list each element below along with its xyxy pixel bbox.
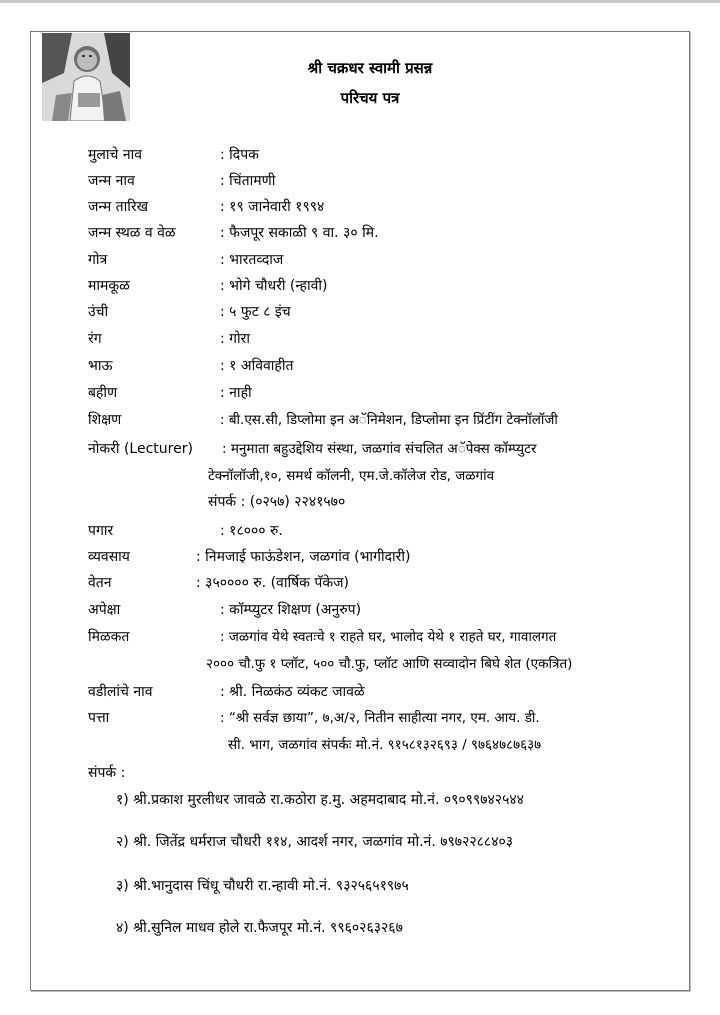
field-property	[88, 627, 688, 649]
field-label: नोकरी (Lecturer)	[88, 441, 193, 457]
contact-item: ३) श्री.भानुदास चिंधू चौधरी रा.न्हावी मो.नं. ९३२५६५१९७५	[116, 878, 409, 894]
field-height	[88, 302, 688, 324]
field-label: शिक्षण	[88, 412, 122, 428]
field-value: : १९ जानेवारी १९९४	[220, 199, 325, 215]
field-value: : दिपक	[220, 147, 259, 163]
field-value: : कॉम्प्युटर शिक्षण (अनुरुप)	[220, 602, 362, 618]
field-value: : १८००० रु.	[220, 523, 283, 539]
field-label: अपेक्षा	[88, 602, 121, 618]
field-value: : भारतव्दाज	[220, 252, 284, 268]
field-value: : भोगे चौधरी (न्हावी)	[220, 278, 328, 294]
field-gotra	[88, 250, 688, 272]
field-label: भाऊ	[88, 358, 113, 374]
field-label: जन्म नाव	[88, 173, 135, 189]
field-father-name	[88, 682, 688, 704]
field-complexion	[88, 329, 688, 351]
field-birth-name	[88, 171, 688, 193]
contact-item: २) श्री. जितेंद्र धर्मराज चौधरी ११४, आदर्श नगर, जळगांव मो.नं. ७९७२२८८४०३	[116, 834, 514, 850]
field-value: : ५ फुट ८ इंच	[220, 304, 291, 320]
field-value: : फैजपूर सकाळी ९ वा. ३० मि.	[220, 225, 379, 241]
field-label: मिळकत	[88, 629, 130, 645]
field-birth-place-time	[88, 223, 688, 245]
field-label: रंग	[88, 331, 102, 347]
field-job-contact: संपर्क : (०२५७) २२४१५७०	[208, 494, 346, 510]
field-value: : मनुमाता बहुउद्देशिय संस्था, जळगांव संचलित अॅपेक्स कॉम्प्युटर	[222, 441, 537, 457]
field-label: वेतन	[88, 575, 112, 591]
field-label: मुलाचे नाव	[88, 147, 143, 163]
field-label: बहीण	[88, 385, 118, 401]
field-label: जन्म तारिख	[88, 199, 149, 215]
field-job-continuation: टेक्नॉलॉजी,१०, समर्थ कॉलनी, एम.जे.कॉलेज रोड, जळगांव	[208, 468, 495, 484]
field-value: : १ अविवाहीत	[220, 358, 294, 374]
contacts-heading: संपर्क :	[88, 765, 126, 781]
field-value: : बी.एस.सी, डिप्लोमा इन अॅनिमेशन, डिप्लोमा इन प्रिंटींग टेक्नॉलॉजी	[220, 412, 558, 428]
field-label: जन्म स्थळ व वेळ	[88, 225, 176, 241]
field-value: : श्री. निळकंठ व्यंकट जावळे	[220, 684, 365, 700]
field-value: : गोरा	[220, 331, 251, 347]
field-birth-date	[88, 197, 688, 219]
field-business	[88, 547, 688, 569]
top-rule	[0, 0, 720, 3]
contact-item: १) श्री.प्रकाश मुरलीधर जावळे रा.कठोरा ह.मु. अहमदाबाद मो.नं. ०९०९९७४२५४४	[116, 792, 524, 808]
field-value: : नाही	[220, 385, 252, 401]
field-value: : ३५०००० रु. (वार्षिक पॅकेज)	[196, 575, 349, 591]
field-boy-name	[88, 145, 688, 167]
field-label: मामकूळ	[88, 278, 130, 294]
field-expectation	[88, 600, 688, 622]
field-education	[88, 410, 688, 432]
contact-item: ४) श्री.सुनिल माधव होले रा.फैजपूर मो.नं. ९९६०२६३२६७	[116, 920, 403, 936]
field-value: : जळगांव येथे स्वतःचे १ राहते घर, भालोद येथे १ राहते घर, गावालगत	[220, 629, 557, 645]
field-value: : चिंतामणी	[220, 173, 276, 189]
field-brother	[88, 356, 688, 378]
field-income	[88, 573, 688, 595]
field-property-continuation: २००० चौ.फु १ प्लॉट, ५०० चौ.फु, प्लॉट आणि सव्वादोन बिघे शेत (एकत्रित)	[206, 656, 573, 672]
field-salary	[88, 521, 688, 543]
field-mamkul	[88, 276, 688, 298]
field-label: पत्ता	[88, 710, 110, 726]
field-value: : निमजाई फाऊंडेशन, जळगांव (भागीदारी)	[196, 549, 411, 565]
document-heading: श्री चक्रधर स्वामी प्रसन्न	[307, 59, 433, 77]
document-subtitle: परिचय पत्र	[340, 89, 400, 107]
portrait-icon	[42, 33, 130, 121]
field-address	[88, 708, 688, 730]
field-label: पगार	[88, 523, 114, 539]
field-label: उंची	[88, 304, 109, 320]
portrait-photo	[42, 33, 130, 121]
field-label: गोत्र	[88, 252, 108, 268]
field-label: व्यवसाय	[88, 549, 130, 565]
field-job	[88, 439, 688, 461]
field-label: वडीलांचे नाव	[88, 684, 153, 700]
field-address-continuation: सी. भाग, जळगांव संपर्कः मो.नं. ९१५८१३२६९३ / ९७६४७८७६३७	[228, 737, 542, 753]
field-sister	[88, 383, 688, 405]
field-value: : “श्री सर्वज्ञ छाया”, ७,अ/२, नितीन साहीत्या नगर, एम. आय. डी.	[220, 710, 540, 726]
